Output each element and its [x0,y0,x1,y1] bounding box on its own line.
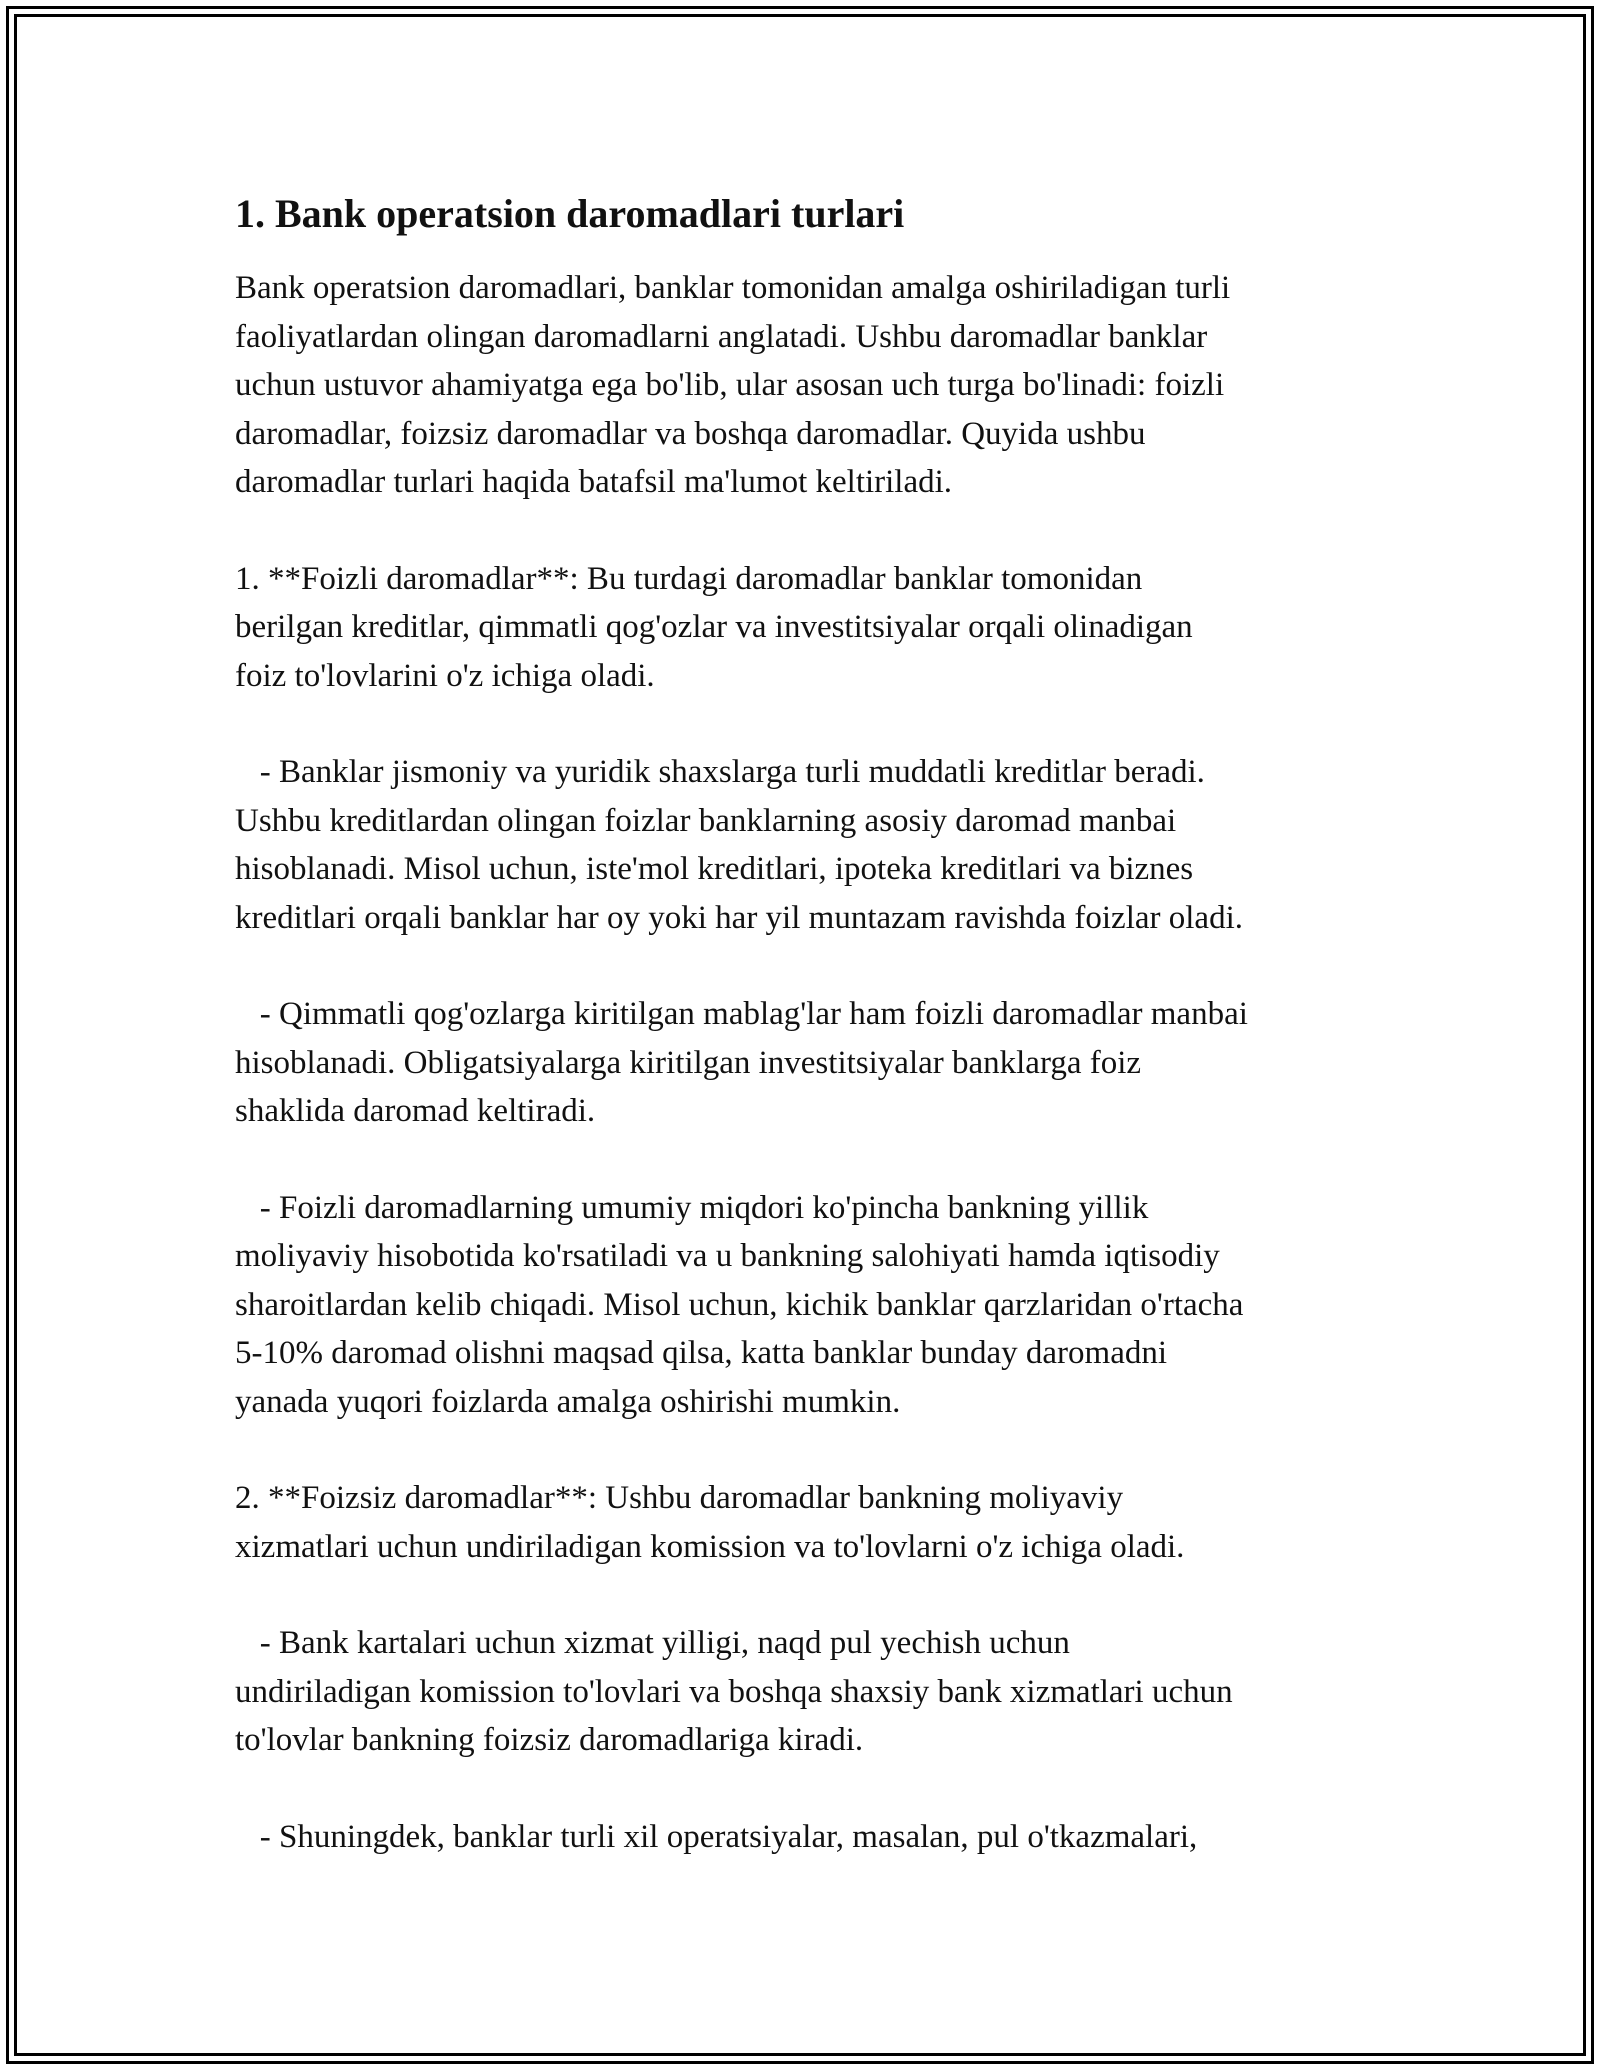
paragraph-intro: Bank operatsion daromadlari, banklar tomonidan amalga oshiriladigan turli faoliyatlardan olingan daromadlarni anglatadi. Ushbu daromadlar banklar uchun ustuvor ahamiyatga ega bo'lib, ular asosan uch turga bo'linadi: foizli daromadlar, foizsiz daromadlar va boshqa daromadlar. Quyida ushbu daromadlar turlari haqida batafsil ma'lumot keltiriladi. [235,270,1231,500]
paragraph-operations: - Shuningdek, banklar turli xil operatsiyalar, masalan, pul o'tkazmalari, [235,1818,1198,1855]
paragraph-card-fees: - Bank kartalari uchun xizmat yilligi, naqd pul yechish uchun undiriladigan komission to'lovlari va boshqa shaxsiy bank xizmatlari uchun to'lovlar bankning foizsiz daromadlariga kiradi. [235,1625,1233,1758]
paragraph-non-interest-income: 2. **Foizsiz daromadlar**: Ushbu daromadlar bankning moliyaviy xizmatlari uchun undiriladigan komission va to'lovlarni o'z ichiga oladi. [235,1480,1185,1565]
section-heading: 1. Bank operatsion daromadlari turlari [235,191,905,236]
document-body [235,190,1375,1909]
paragraph-interest-income: 1. **Foizli daromadlar**: Bu turdagi daromadlar banklar tomonidan berilgan kreditlar, qimmatli qog'ozlar va investitsiyalar orqali olinadigan foiz to'lovlarini o'z ichiga oladi. [235,560,1193,694]
paragraph-interest-total: - Foizli daromadlarning umumiy miqdori ko'pincha bankning yillik moliyaviy hisobotida ko'rsatiladi va u bankning salohiyati hamda iqtisodiy sharoitlardan kelib chiqadi. Misol uchun, kichik banklar qarzlaridan o'rtacha 5-10% daromad olishni maqsad qilsa, katta banklar bunday daromadni yanada yuqori foizlarda amalga oshirishi mumkin. [235,1189,1244,1420]
paragraph-securities: - Qimmatli qog'ozlarga kiritilgan mablag'lar ham foizli daromadlar manbai hisoblanadi. Obligatsiyalarga kiritilgan investitsiyalar banklarga foiz shaklida daromad keltiradi. [235,996,1248,1129]
paragraph-loans: - Banklar jismoniy va yuridik shaxslarga turli muddatli kreditlar beradi. Ushbu kreditlardan olingan foizlar banklarning asosiy daromad manbai hisoblanadi. Misol uchun, iste'mol kreditlari, ipoteka kreditlari va biznes kreditlari orqali banklar har oy yoki har yil muntazam ravishda foizlar oladi. [235,754,1243,936]
